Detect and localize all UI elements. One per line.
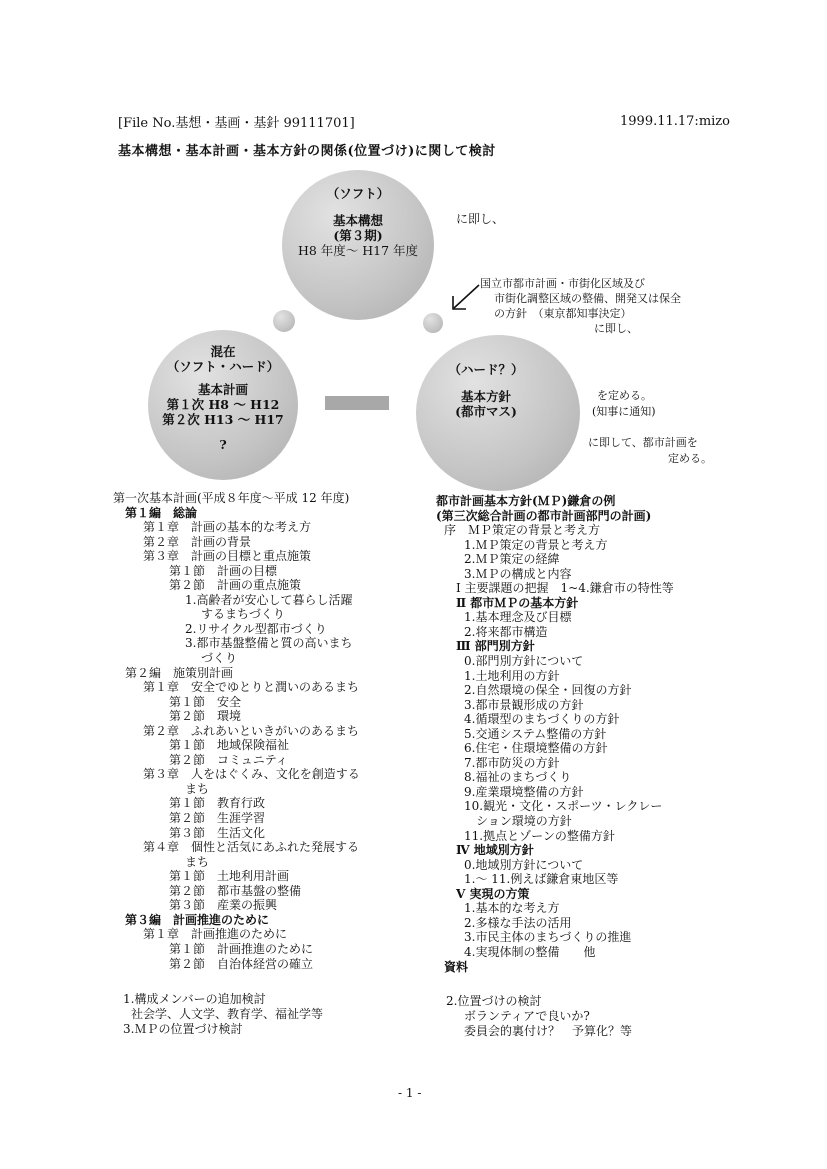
second-plan-label: 第２次 H13 ～ H17 [162,412,284,427]
soft-hard-label: （ソフト・ハード） [166,359,280,374]
connector-dot-left [273,310,295,332]
note-disciplines: 社会学、人文学、教育学、福祉学等 [131,1007,324,1021]
mp-outline-line: 序 ＭＰ策定の背景と考え方 [444,523,601,538]
mixed-circle-text [148,344,298,452]
mp-outline-line: Ⅰ 主要課題の把握 1~4.鎌倉市の特性等 [456,581,674,596]
mp-outline-line: Ⅲ 部門別方針 [456,639,535,654]
connector-dot-right [423,313,443,333]
basic-plan-outline-line: 第２節 環境 [169,709,242,724]
hard-label: （ハード？） [448,362,524,377]
basic-plan-outline-line: 第２節 自治体経営の確立 [169,956,314,971]
file-reference: [File No.基想・基画・基針 99111701] [118,116,355,131]
basic-plan-outline-line: 第３節 生活文化 [169,825,266,840]
mp-outline-line: 3.都市景観形成の方針 [464,697,584,712]
note-committee: 委員会的裏付け？ 予算化？等 [464,1024,633,1038]
basic-plan-outline-line: 第１節 安全 [169,694,242,709]
mp-outline-line: 3.ＭＰの構成と内容 [464,566,572,581]
tokyo-note-line-2: 市街化調整区域の整備、開発又は保全 [494,292,681,305]
mp-outline-line: Ⅴ 実現の方策 [456,886,530,901]
hard-note-4: 定める。 [668,452,712,465]
basic-plan-outline-line: 第一次基本計画(平成８年度～平成 12 年度) [113,491,350,505]
basic-plan-outline-line: 1.高齢者が安心して暮らし活躍 [185,592,353,607]
years-label: H8 年度～ H17 年度 [297,243,419,258]
mp-outline-line: Ⅳ 地域別方針 [456,843,534,858]
basic-plan-outline-line: 第３章 人をはぐくみ、文化を創造する [143,767,360,782]
arrow-icon [448,282,482,312]
soft-note: に即し、 [456,212,505,226]
mp-outline-line: 6.住宅・住環境整備の方針 [464,741,608,756]
mp-outline-line: 2.将来都市構造 [464,624,548,639]
mp-outline-line: 4.実現体制の整備 他 [464,944,596,959]
tokyo-note-line-1: 国立市都市計画・市街化区域及び [480,277,645,290]
basic-plan-outline-line: するまちづくり [201,607,285,622]
mp-outline-line: 0.部門別方針について [464,654,584,669]
basic-plan-outline-line: 第１章 計画推進のために [143,927,288,942]
page-number: - 1 - [398,1086,422,1100]
period-label: (第３期) [333,228,383,243]
basic-plan-outline-line: 第３節 産業の振興 [169,898,278,913]
hard-note-2: (知事に通知) [592,405,656,418]
basic-plan-label: 基本計画 [197,382,248,397]
bottom-left-notes [123,992,323,1037]
mp-outline-line: 8.福祉のまちづくり [464,770,572,785]
hard-note-3: に即して、都市計画を [588,436,698,449]
mp-outline-line: 10.観光・文化・スポーツ・レクレー [464,799,663,814]
note-member-review: 1.構成メンバーの追加検討 [123,992,266,1006]
bottom-right-notes [446,994,632,1039]
mp-outline-line: 2.ＭＰ策定の経緯 [464,552,560,567]
mp-outline-line: 1.ＭＰ策定の背景と考え方 [464,537,608,552]
basic-plan-outline-line: 第１節 計画の目標 [169,563,278,578]
mp-outline-line: 2.自然環境の保全・回復の方針 [464,683,632,698]
first-plan-label: 第１次 H8 ～ H12 [166,397,280,412]
soft-label: （ソフト） [326,186,390,201]
basic-plan-outline-line: 第２章 計画の背景 [143,534,252,549]
basic-plan-outline-line: 第１章 計画の基本的な考え方 [143,520,312,535]
note-volunteer: ボランティアで良いか? [464,1009,590,1023]
soft-circle-text [282,186,434,258]
city-master-label: (都市マス) [455,404,517,419]
basic-plan-outline-line: 2.リサイクル型都市づくり [185,621,327,636]
hard-note-1: を定める。 [597,389,652,402]
tokyo-note-line-4: に即し、 [594,322,638,335]
basic-plan-outline-line: まち [185,781,210,796]
mp-outline-line: 1.～ 11.例えば鎌倉東地区等 [464,872,619,887]
basic-plan-outline-line: 第２節 都市基盤の整備 [169,883,302,898]
mp-outline-line: ション環境の方針 [476,814,572,829]
basic-plan-outline-line: 第２節 コミュニティ [169,752,288,767]
mp-outline-line: 9.産業環境整備の方針 [464,784,584,799]
basic-policy-label: 基本方針 [460,389,511,404]
tokyo-note-line-3: の方針 （東京都知事決定） [494,307,632,320]
basic-concept-label: 基本構想 [332,213,383,228]
mp-outline-line: 2.多様な手法の活用 [464,915,572,930]
document-date: 1999.11.17:mizo [620,114,730,129]
mp-outline-line: 1.基本理念及び目標 [464,610,572,625]
mp-outline-line: 11.拠点とゾーンの整備方針 [464,828,615,843]
mp-outline-line: 3.市民主体のまちづくりの推進 [464,930,632,945]
basic-plan-outline-line: 第２節 生涯学習 [169,811,266,826]
basic-plan-outline-line: 第１節 教育行政 [169,796,266,811]
mp-outline-line: (第三次総合計画の都市計画部門の計画) [436,508,652,523]
mp-outline-line: Ⅱ 都市ＭＰの基本方針 [456,595,579,610]
basic-plan-outline-line: 第２章 ふれあいといきがいのあるまち [143,723,360,738]
basic-plan-outline-line: 3.都市基盤整備と質の高いまち [185,636,353,651]
mp-outline-line: 7.都市防災の方針 [464,755,560,770]
note-mp-position: 3.ＭＰの位置づけ検討 [123,1022,243,1036]
mixed-label: 混在 [210,344,236,359]
mp-outline-line: 0.地域別方針について [464,857,584,872]
question-mark: ? [219,437,227,452]
hard-circle-text [416,362,556,419]
connector-bar [325,396,389,410]
mp-outline-line: 1.基本的な考え方 [464,901,560,916]
mp-outline-line: 資料 [444,959,469,974]
basic-plan-outline-line: 第１節 地域保険福祉 [169,738,290,753]
basic-plan-outline-line: 第１章 安全でゆとりと潤いのあるまち [143,680,360,695]
note-position-review: 2.位置づけの検討 [446,994,542,1008]
city-master-plan-outline [436,494,674,974]
basic-plan-outline-line: 第３編 計画推進のために [125,912,270,927]
mp-outline-line: 都市計画基本方針(ＭＰ)鎌倉の例 [436,494,616,508]
basic-plan-outline-line: 第２編 施策別計画 [125,665,234,680]
basic-plan-outline-line: 第２節 計画の重点施策 [169,578,302,593]
basic-plan-outline [113,491,360,971]
basic-plan-outline-line: 第３章 計画の目標と重点施策 [143,549,312,564]
basic-plan-outline-line: まち [185,854,210,869]
mp-outline-line: 5.交通システム整備の方針 [464,726,607,741]
mp-outline-line: 1.土地利用の方針 [464,668,560,683]
mp-outline-line: 4.循環型のまちづくりの方針 [464,712,620,727]
tokyo-note [480,276,681,336]
basic-plan-outline-line: 第１編 総論 [125,505,198,520]
basic-plan-outline-line: づくり [201,651,238,666]
page-title: 基本構想・基本計画・基本方針の関係(位置づけ)に関して検討 [118,144,496,159]
basic-plan-outline-line: 第４章 個性と活気にあふれた発展する [143,840,360,855]
basic-plan-outline-line: 第１節 計画推進のために [169,941,314,956]
basic-plan-outline-line: 第１節 土地利用計画 [169,869,290,884]
